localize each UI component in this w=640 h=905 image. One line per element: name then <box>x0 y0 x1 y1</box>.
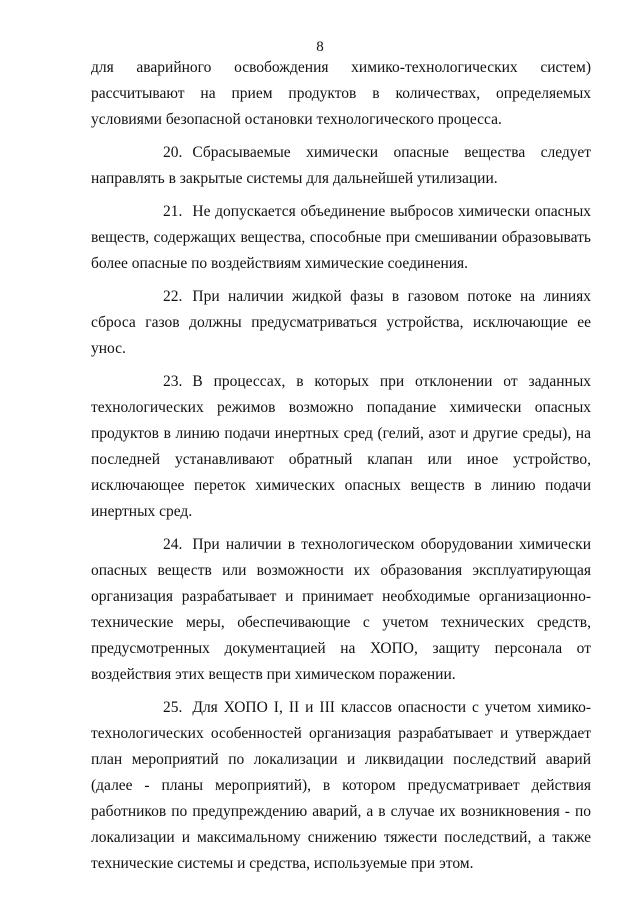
paragraph-text: для аварийного освобождения химико-технологических систем) рассчитывают на прием продуктов в количествах, определяемых условиями безопасной остановки технологического процесса. <box>91 59 591 128</box>
paragraph-text: При наличии в технологическом оборудовании химически опасных веществ или возможности их образования эксплуатирующая организация разрабатывает и принимает необходимые организационно-технические меры, обеспечивающие с учетом технических средств, предусмотренных документацией на ХОПО, защиту персонала от воздействия этих веществ при химическом поражении. <box>91 536 591 683</box>
paragraph-number: 20. <box>163 144 183 161</box>
paragraph-text: Сбрасываемые химически опасные вещества следует направлять в закрытые системы для дальнейшей утилизации. <box>91 144 591 187</box>
paragraph-23 <box>91 369 591 525</box>
paragraph-22 <box>91 284 591 362</box>
paragraph-number: 23. <box>163 373 183 390</box>
paragraph-25 <box>91 695 591 877</box>
paragraph-20 <box>91 140 591 192</box>
paragraph-text: При наличии жидкой фазы в газовом потоке на линиях сброса газов должны предусматриваться устройства, исключающие ее унос. <box>91 288 591 357</box>
paragraph-number: 22. <box>163 288 183 305</box>
paragraph-text: Не допускается объединение выбросов химически опасных веществ, содержащих вещества, способные при смешивании образовывать более опасные по воздействиям химические соединения. <box>91 203 591 272</box>
paragraph-24 <box>91 532 591 688</box>
document-body <box>91 55 591 884</box>
paragraph-21 <box>91 199 591 277</box>
paragraph-text: В процессах, в которых при отклонении от заданных технологических режимов возможно попадание химически опасных продуктов в линию подачи инертных сред (гелий, азот и другие среды), на последней устанавливают обратный клапан или иное устройство, исключающее переток химических опасных веществ в линию подачи инертных сред. <box>91 373 591 520</box>
page-number: 8 <box>316 39 324 55</box>
paragraph-number: 24. <box>163 536 183 553</box>
paragraph-number: 21. <box>163 203 183 220</box>
paragraph-text: Для ХОПО I, II и III классов опасности с учетом химико-технологических особенностей организация разрабатывает и утверждает план мероприятий по локализации и ликвидации последствий аварий (далее - планы мероприятий), в котором предусматривает действия работников по предупреждению аварий, а в случае их возникновения - по локализации и максимальному снижению тяжести последствий, а также технические системы и средства, используемые при этом. <box>91 699 591 872</box>
paragraph-continuation <box>91 55 591 133</box>
paragraph-number: 25. <box>163 699 183 716</box>
